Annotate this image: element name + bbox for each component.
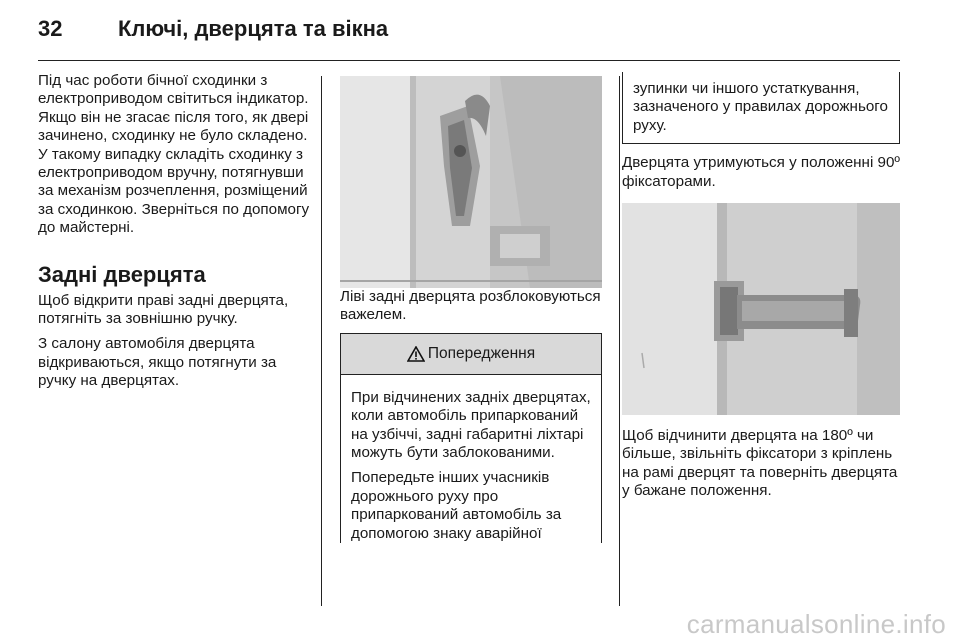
page-title: Ключі, дверцята та вікна [118,16,389,41]
warning-paragraph-2: Попередьте інших учасників дорожнього руху про припаркований автомобіль за допомогою знаку аварійної [351,469,562,542]
column-2 [340,76,602,550]
warning-box [340,333,602,543]
warning-body [341,375,601,543]
header-rule [38,60,900,61]
door-lever-photo [340,76,602,288]
column-3 [622,72,900,508]
watermark: carmanualsonline.info [686,609,946,639]
door-lever-caption: Ліві задні дверцята розблоковуються важелем. [340,288,601,324]
warning-paragraph-1: При відчинених задніх дверцятах, коли автомобіль припаркований на узбіччі, задні габаритні ліхтарі можуть бути заблокованими. [351,388,591,462]
open-180-paragraph: Щоб відчинити дверцята на 180º чи більше, звільніть фіксатори з кріплень на рамі дверцят та поверніть дверцята у бажане положення. [622,427,898,500]
column-divider-1 [321,76,322,606]
column-divider-2 [619,76,620,606]
door-stop-illustration [622,203,900,415]
open-right-door-paragraph: Щоб відкрити праві задні дверцята, потягніть за зовнішню ручку. [38,291,289,328]
warning-triangle-icon [407,346,425,362]
open-from-inside-paragraph: З салону автомобіля дверцята відкриваються, якщо потягнути за ручку на дверцятах. [38,335,277,390]
column-1 [38,72,310,398]
door-stop-photo [622,203,900,415]
warning-title: Попередження [427,344,536,362]
step-indicator-paragraph: Під час роботи бічної сходинки з електроприводом світиться індикатор. Якщо він не згасає після того, як двері зачинено, сходинку не було складено. У такому випадку складіть сходинку з електроприводом вручну, потягнувши за механізм розчеплення, розміщений за сходинкою. Зверніться по допомогу до майстерні. [38,72,310,237]
door-lever-illustration [340,76,602,288]
section-heading-rear-doors: Задні дверцята [38,261,206,287]
page-number: 32 [38,16,63,41]
warning-header [341,334,601,375]
warning-continuation-text: зупинки чи іншого устаткування, зазначеного у правилах дорожнього руху. [633,80,888,134]
warning-continuation-box [622,72,900,144]
door-stops-paragraph: Дверцята утримуються у положенні 90º фіксаторами. [622,154,900,190]
